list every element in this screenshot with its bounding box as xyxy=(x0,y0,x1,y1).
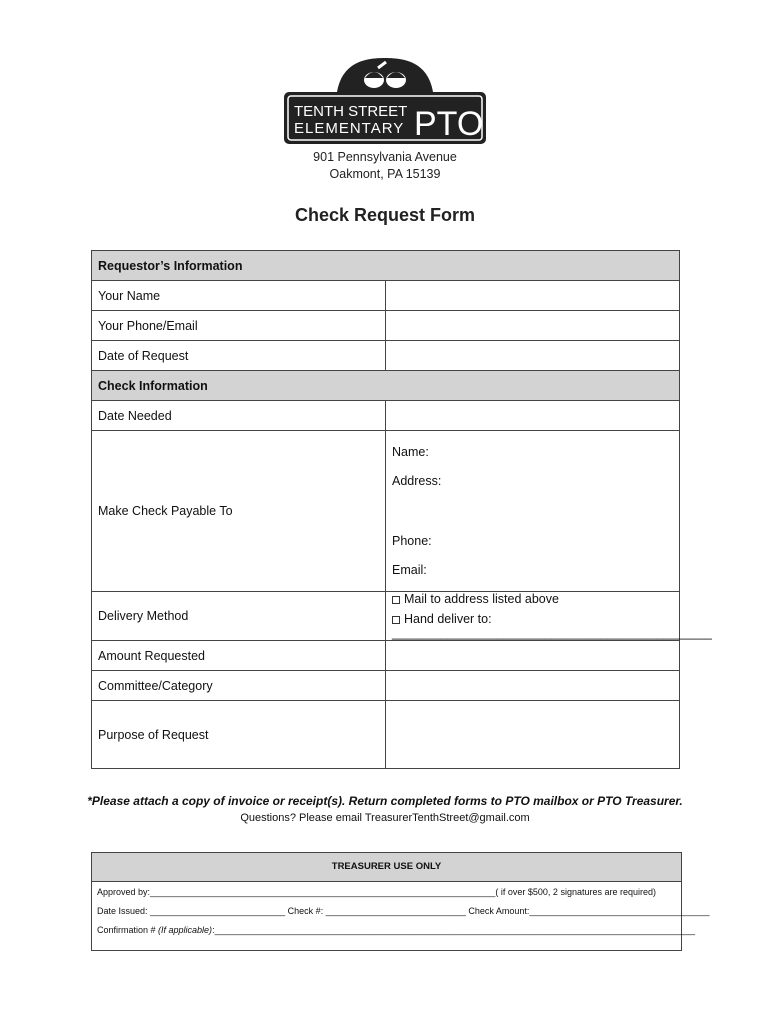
date-issued-line: Date Issued: ___________________________ Check #: ____________________________ Check Amount:____________________________________ xyxy=(97,906,710,916)
input-date-needed[interactable] xyxy=(386,401,680,431)
logo-pto: PTO xyxy=(414,105,484,143)
address-street: 901 Pennsylvania Avenue xyxy=(313,150,457,164)
label-date-needed: Date Needed xyxy=(92,401,386,431)
checkbox-icon[interactable] xyxy=(392,596,400,604)
confirmation-blank: :________________________________________________________________________________________________ xyxy=(212,925,696,935)
input-committee[interactable] xyxy=(386,671,680,701)
treasurer-heading: TREASURER USE ONLY xyxy=(92,853,681,882)
logo-line1: TENTH STREET xyxy=(294,103,408,120)
pto-logo xyxy=(282,56,488,148)
checkbox-icon[interactable] xyxy=(392,616,400,624)
payee-email-label: Email: xyxy=(392,563,427,577)
attachment-note: *Please attach a copy of invoice or receipt(s). Return completed forms to PTO mailbox or PTO Treasurer. xyxy=(87,794,683,808)
confirmation-line xyxy=(97,925,696,935)
delivery-option-mail-label: Mail to address listed above xyxy=(404,592,559,606)
section-check: Check Information xyxy=(92,371,680,401)
input-amount[interactable] xyxy=(386,641,680,671)
form-title: Check Request Form xyxy=(294,205,476,225)
label-delivery-method: Delivery Method xyxy=(92,592,386,641)
label-date-of-request: Date of Request xyxy=(92,341,386,371)
label-phone-email: Your Phone/Email xyxy=(92,311,386,341)
input-date-of-request[interactable] xyxy=(386,341,680,371)
section-requestor: Requestor’s Information xyxy=(92,251,680,281)
treasurer-box xyxy=(91,852,710,951)
confirmation-label: Confirmation # xyxy=(97,925,159,935)
input-purpose[interactable] xyxy=(386,701,680,769)
confirmation-applicable: (If applicable) xyxy=(158,925,213,935)
label-committee: Committee/Category xyxy=(92,671,386,701)
input-your-name[interactable] xyxy=(386,281,680,311)
payee-phone-label: Phone: xyxy=(392,534,432,548)
address-city: Oakmont, PA 15139 xyxy=(329,167,441,181)
payee-address-label: Address: xyxy=(392,474,442,488)
payee-block[interactable] xyxy=(386,431,680,592)
label-amount: Amount Requested xyxy=(92,641,386,671)
check-request-table xyxy=(91,250,712,769)
label-payable-to: Make Check Payable To xyxy=(92,431,386,592)
delivery-option-hand-label: Hand deliver to: ______________________________________________ xyxy=(392,612,712,640)
delivery-options xyxy=(386,592,712,641)
logo-line2: ELEMENTARY xyxy=(294,120,405,137)
delivery-option-hand[interactable] xyxy=(392,612,712,640)
label-purpose: Purpose of Request xyxy=(92,701,386,769)
delivery-option-mail[interactable] xyxy=(392,592,673,606)
questions-line: Questions? Please email TreasurerTenthStreet@gmail.com xyxy=(240,812,530,824)
approved-by-line: Approved by:_____________________________________________________________________( if over $500, 2 signatures are required) xyxy=(97,887,656,897)
input-phone-email[interactable] xyxy=(386,311,680,341)
payee-name-label: Name: xyxy=(392,445,429,459)
label-your-name: Your Name xyxy=(92,281,386,311)
